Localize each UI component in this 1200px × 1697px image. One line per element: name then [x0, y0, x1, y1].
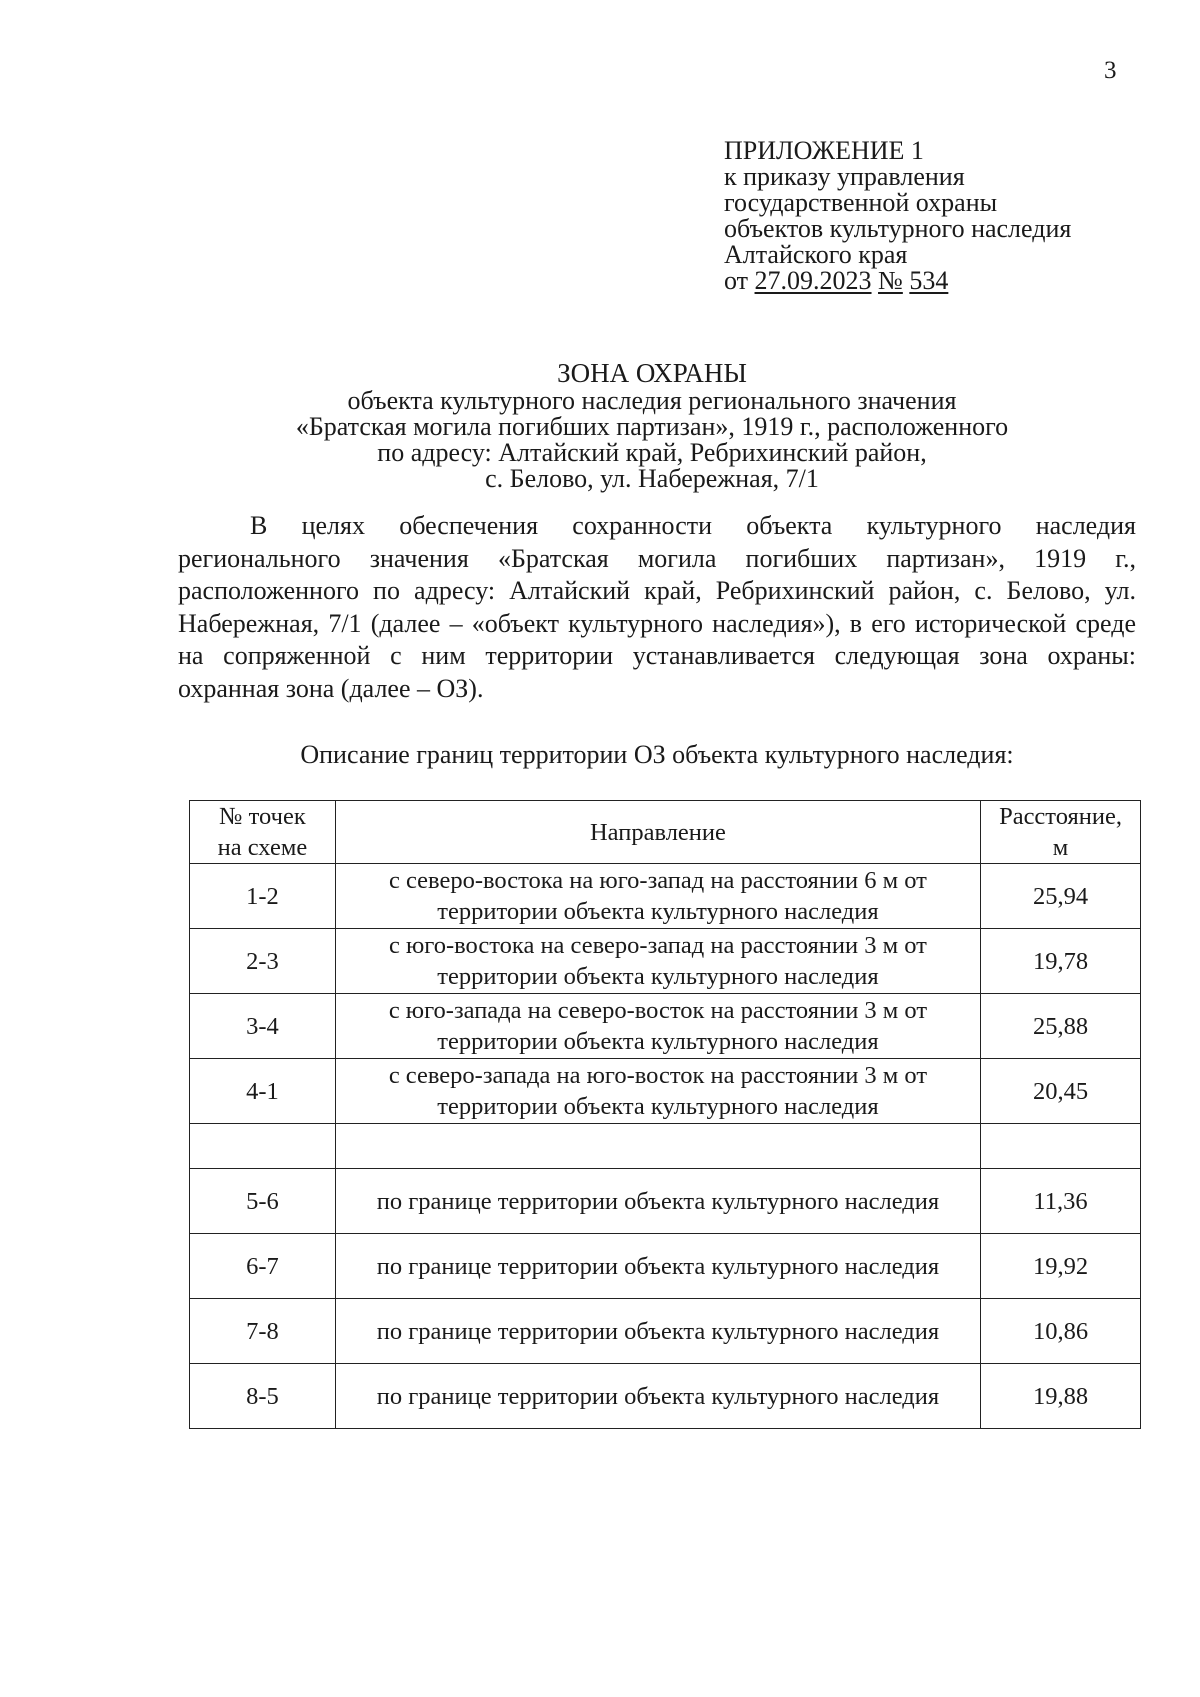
cell-points: 5-6 [190, 1169, 336, 1234]
page-number: 3 [1104, 57, 1117, 84]
table-row [190, 929, 1141, 994]
cell-distance: 19,88 [981, 1364, 1141, 1429]
cell-distance: 10,86 [981, 1299, 1141, 1364]
cell-points: 3-4 [190, 994, 336, 1059]
appendix-line: к приказу управления [724, 162, 965, 191]
table-row [190, 1234, 1141, 1299]
appendix-line: государственной охраны [724, 188, 998, 217]
cell-direction: по границе территории объекта культурного наследия [335, 1234, 980, 1299]
cell-distance: 25,88 [981, 994, 1141, 1059]
order-date: 27.09.2023 [754, 266, 872, 295]
cell-distance: 20,45 [981, 1059, 1141, 1124]
number-sign: № [878, 266, 903, 295]
cell-direction: по границе территории объекта культурного наследия [335, 1299, 980, 1364]
heading-line: по адресу: Алтайский край, Ребрихинский район, [377, 438, 927, 467]
table-row [190, 1169, 1141, 1234]
header-points-line2: на схеме [217, 834, 308, 861]
appendix-line: объектов культурного наследия [724, 214, 1072, 243]
appendix-date-line [724, 268, 1071, 294]
table-row [190, 994, 1141, 1059]
document-heading [180, 358, 1124, 492]
table-row [190, 864, 1141, 929]
cell-distance: 25,94 [981, 864, 1141, 929]
cell-direction: с юго-запада на северо-восток на расстоянии 3 м от территории объекта культурного наследия [335, 994, 980, 1059]
cell-direction: с северо-запада на юго-восток на расстоянии 3 м от территории объекта культурного наследия [335, 1059, 980, 1124]
appendix-title: ПРИЛОЖЕНИЕ 1 [724, 136, 924, 165]
header-distance-line2: м [1052, 834, 1069, 861]
table-header-row [190, 801, 1141, 864]
cell-direction [335, 1124, 980, 1169]
heading-line: «Братская могила погибших партизан», 1919 г., расположенного [295, 412, 1009, 441]
appendix-block [724, 138, 1071, 294]
cell-distance [981, 1124, 1141, 1169]
cell-points: 6-7 [190, 1234, 336, 1299]
document-title: ЗОНА ОХРАНЫ [557, 358, 747, 388]
cell-distance: 19,78 [981, 929, 1141, 994]
table-caption: Описание границ территории ОЗ объекта культурного наследия: [300, 740, 1014, 769]
table-row [190, 1299, 1141, 1364]
header-direction: Направление [335, 801, 980, 864]
header-points-line1: № точек [219, 803, 306, 830]
cell-distance: 11,36 [981, 1169, 1141, 1234]
cell-direction: с юго-востока на северо-запад на расстоянии 3 м от территории объекта культурного наследия [335, 929, 980, 994]
cell-direction: по границе территории объекта культурного наследия [335, 1169, 980, 1234]
cell-points: 2-3 [190, 929, 336, 994]
cell-points: 7-8 [190, 1299, 336, 1364]
order-number: 534 [909, 266, 949, 295]
appendix-line: Алтайского края [724, 240, 908, 269]
table-row-empty [190, 1124, 1141, 1169]
cell-points [190, 1124, 336, 1169]
header-points [190, 801, 336, 864]
heading-line: объекта культурного наследия регионального значения [347, 386, 957, 415]
boundary-table [189, 800, 1141, 1429]
table-row [190, 1364, 1141, 1429]
cell-points: 8-5 [190, 1364, 336, 1429]
cell-points: 4-1 [190, 1059, 336, 1124]
cell-direction: с северо-востока на юго-запад на расстоянии 6 м от территории объекта культурного наследия [335, 864, 980, 929]
cell-distance: 19,92 [981, 1234, 1141, 1299]
cell-direction: по границе территории объекта культурного наследия [335, 1364, 980, 1429]
heading-line: с. Белово, ул. Набережная, 7/1 [485, 464, 819, 493]
date-prefix: от [724, 266, 749, 295]
body-paragraph: В целях обеспечения сохранности объекта культурного наследия регионального значения «Братская могила погибших партизан», 1919 г., расположенного по адресу: Алтайский край, Ребрихинский район, с. Белово, ул. Набережная, 7/1 (далее – «объект культурного наследия»), в его исторической среде на сопряженной с ним территории устанавливается следующая зона охраны: охранная зона (далее – ОЗ). [178, 511, 1136, 703]
header-distance-line1: Расстояние, [999, 803, 1122, 830]
cell-points: 1-2 [190, 864, 336, 929]
header-distance [981, 801, 1141, 864]
table-row [190, 1059, 1141, 1124]
